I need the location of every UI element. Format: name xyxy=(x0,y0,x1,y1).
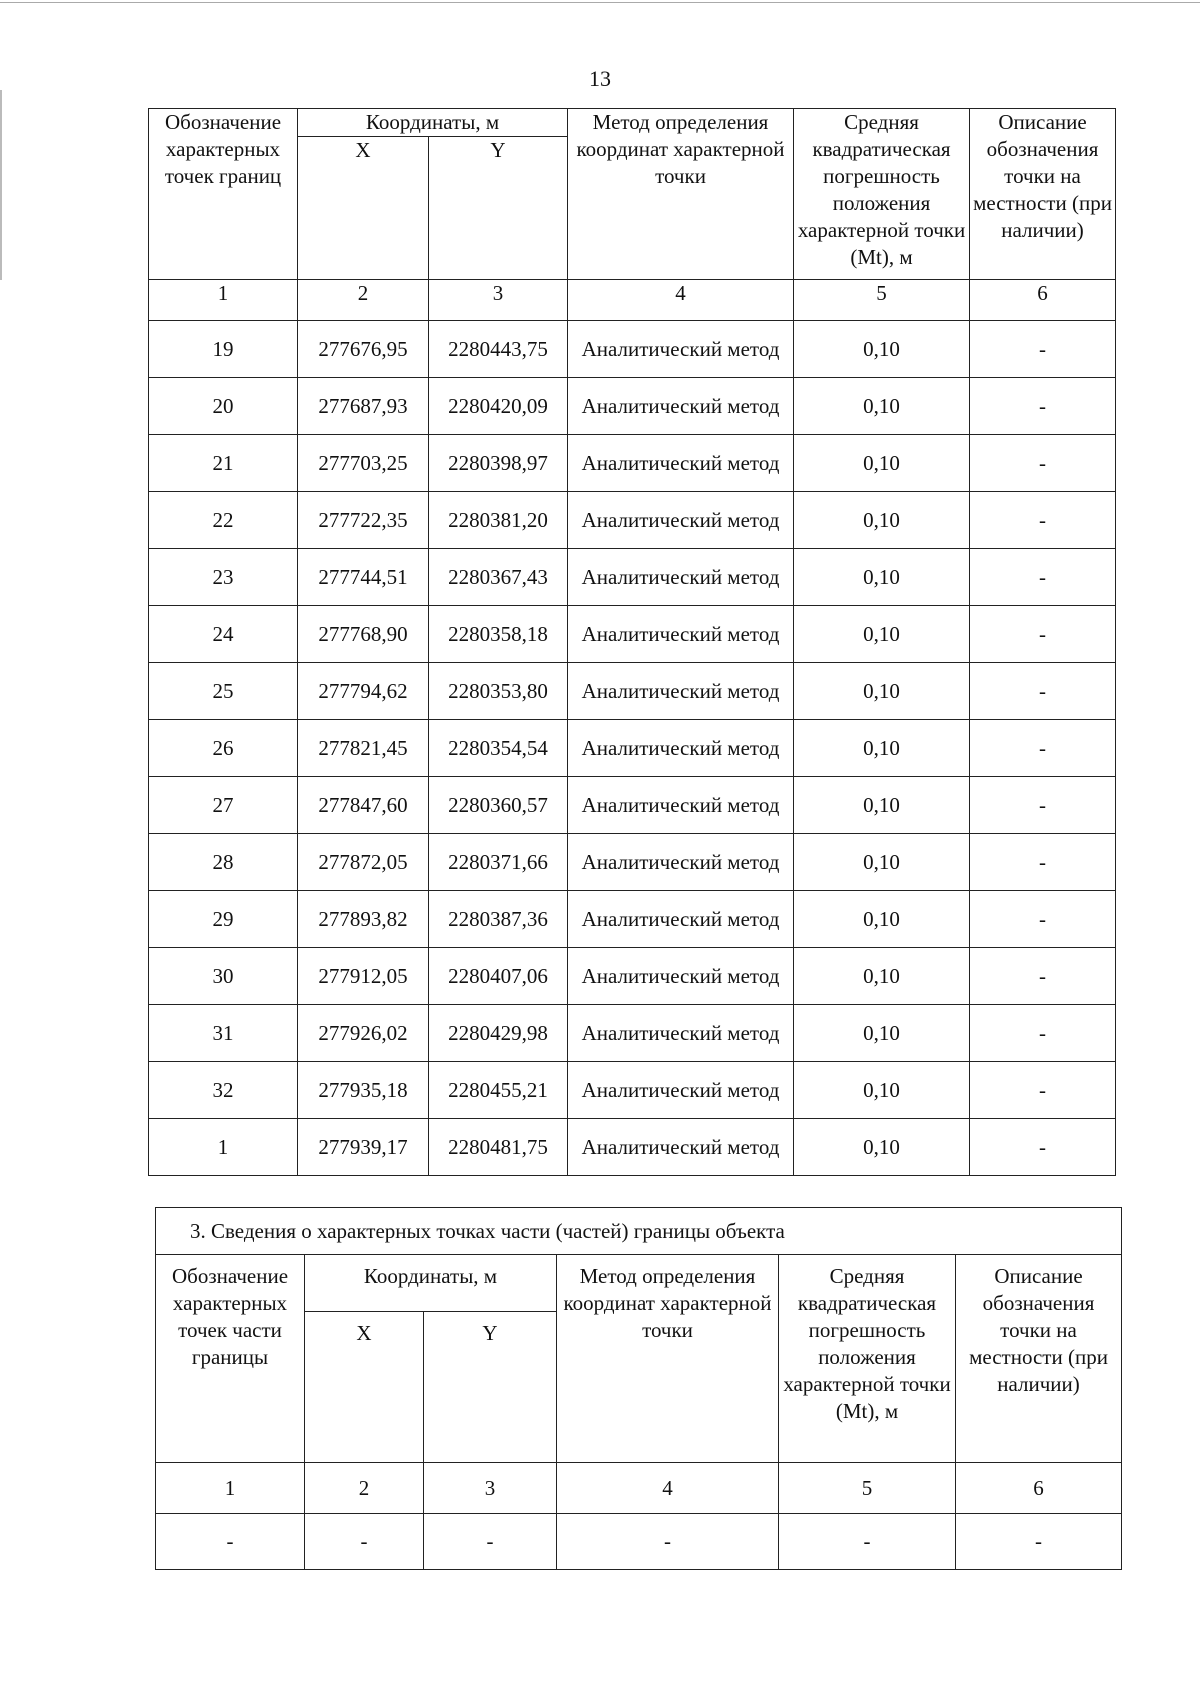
cell-point: 20 xyxy=(149,378,298,435)
cell-mean-error: 0,10 xyxy=(794,378,970,435)
table-row xyxy=(149,378,1116,435)
cell-point: 30 xyxy=(149,948,298,1005)
cell-x: 277939,17 xyxy=(298,1119,429,1176)
column-number: 2 xyxy=(298,280,429,321)
cell-method: - xyxy=(557,1514,779,1570)
cell-x: - xyxy=(305,1514,424,1570)
cell-mean-error: 0,10 xyxy=(794,606,970,663)
boundary-points-table xyxy=(148,108,1116,1176)
cell-mean-error: 0,10 xyxy=(794,720,970,777)
column-number: 4 xyxy=(568,280,794,321)
cell-description: - xyxy=(970,1062,1116,1119)
cell-description: - xyxy=(970,435,1116,492)
table-row xyxy=(149,492,1116,549)
header-coordinates: Координаты, м xyxy=(305,1255,557,1312)
cell-y: 2280353,80 xyxy=(429,663,568,720)
cell-method: Аналитический метод xyxy=(568,777,794,834)
cell-x: 277768,90 xyxy=(298,606,429,663)
header-mean-error: Средняя квадратическая погрешность положения характерной точки (Mt), м xyxy=(794,109,970,280)
column-number: 3 xyxy=(424,1463,557,1514)
cell-mean-error: 0,10 xyxy=(794,834,970,891)
cell-point: 28 xyxy=(149,834,298,891)
cell-description: - xyxy=(970,720,1116,777)
cell-mean-error: 0,10 xyxy=(794,948,970,1005)
cell-mean-error: 0,10 xyxy=(794,492,970,549)
table-row xyxy=(156,1514,1122,1570)
cell-x: 277794,62 xyxy=(298,663,429,720)
cell-description: - xyxy=(970,891,1116,948)
cell-method: Аналитический метод xyxy=(568,606,794,663)
cell-mean-error: 0,10 xyxy=(794,321,970,378)
cell-y: 2280360,57 xyxy=(429,777,568,834)
cell-y: - xyxy=(424,1514,557,1570)
table-row xyxy=(149,663,1116,720)
column-number: 6 xyxy=(956,1463,1122,1514)
cell-point: 1 xyxy=(149,1119,298,1176)
header-y: Y xyxy=(424,1312,557,1463)
header-point-designation: Обозначение характерных точек части границы xyxy=(156,1255,305,1463)
cell-y: 2280407,06 xyxy=(429,948,568,1005)
column-number: 1 xyxy=(156,1463,305,1514)
cell-x: 277722,35 xyxy=(298,492,429,549)
cell-y: 2280443,75 xyxy=(429,321,568,378)
header-x: X xyxy=(305,1312,424,1463)
cell-point: 32 xyxy=(149,1062,298,1119)
cell-y: 2280381,20 xyxy=(429,492,568,549)
cell-x: 277926,02 xyxy=(298,1005,429,1062)
cell-point: 22 xyxy=(149,492,298,549)
cell-y: 2280455,21 xyxy=(429,1062,568,1119)
cell-mean-error: 0,10 xyxy=(794,435,970,492)
scan-edge-line xyxy=(0,2,1200,3)
header-mean-error: Средняя квадратическая погрешность положения характерной точки (Mt), м xyxy=(779,1255,956,1463)
table-row xyxy=(149,777,1116,834)
cell-x: 277935,18 xyxy=(298,1062,429,1119)
cell-method: Аналитический метод xyxy=(568,549,794,606)
cell-description: - xyxy=(956,1514,1122,1570)
cell-point: 29 xyxy=(149,891,298,948)
cell-description: - xyxy=(970,834,1116,891)
cell-method: Аналитический метод xyxy=(568,1119,794,1176)
cell-mean-error: 0,10 xyxy=(794,891,970,948)
cell-x: 277821,45 xyxy=(298,720,429,777)
column-number: 6 xyxy=(970,280,1116,321)
cell-point: 21 xyxy=(149,435,298,492)
column-number: 5 xyxy=(794,280,970,321)
column-number: 4 xyxy=(557,1463,779,1514)
cell-description: - xyxy=(970,948,1116,1005)
column-number: 5 xyxy=(779,1463,956,1514)
cell-x: 277676,95 xyxy=(298,321,429,378)
cell-mean-error: 0,10 xyxy=(794,663,970,720)
cell-point: 25 xyxy=(149,663,298,720)
cell-description: - xyxy=(970,606,1116,663)
column-number: 3 xyxy=(429,280,568,321)
cell-x: 277872,05 xyxy=(298,834,429,891)
cell-y: 2280387,36 xyxy=(429,891,568,948)
cell-method: Аналитический метод xyxy=(568,834,794,891)
table-row xyxy=(149,321,1116,378)
cell-y: 2280481,75 xyxy=(429,1119,568,1176)
cell-point: 19 xyxy=(149,321,298,378)
cell-y: 2280398,97 xyxy=(429,435,568,492)
cell-x: 277847,60 xyxy=(298,777,429,834)
part-boundary-points-table xyxy=(155,1207,1122,1570)
cell-description: - xyxy=(970,378,1116,435)
header-coordinates: Координаты, м xyxy=(298,109,568,137)
cell-y: 2280354,54 xyxy=(429,720,568,777)
cell-y: 2280420,09 xyxy=(429,378,568,435)
cell-x: 277912,05 xyxy=(298,948,429,1005)
cell-point: 23 xyxy=(149,549,298,606)
cell-mean-error: 0,10 xyxy=(794,549,970,606)
table-row xyxy=(149,1062,1116,1119)
column-number: 2 xyxy=(305,1463,424,1514)
cell-method: Аналитический метод xyxy=(568,492,794,549)
header-method: Метод определения координат характерной точки xyxy=(557,1255,779,1463)
scan-binding-mark xyxy=(0,90,2,280)
cell-point: 31 xyxy=(149,1005,298,1062)
cell-y: 2280429,98 xyxy=(429,1005,568,1062)
header-y: Y xyxy=(429,137,568,280)
cell-mean-error: 0,10 xyxy=(794,1062,970,1119)
cell-mean-error: - xyxy=(779,1514,956,1570)
table-row xyxy=(149,1119,1116,1176)
section-title: 3. Сведения о характерных точках части (частей) границы объекта xyxy=(156,1208,1122,1255)
page-number: 13 xyxy=(589,66,611,91)
cell-method: Аналитический метод xyxy=(568,663,794,720)
table-row xyxy=(149,435,1116,492)
column-number: 1 xyxy=(149,280,298,321)
cell-mean-error: 0,10 xyxy=(794,1005,970,1062)
cell-point: 27 xyxy=(149,777,298,834)
cell-y: 2280367,43 xyxy=(429,549,568,606)
header-x: X xyxy=(298,137,429,280)
cell-method: Аналитический метод xyxy=(568,321,794,378)
cell-y: 2280371,66 xyxy=(429,834,568,891)
header-description: Описание обозначения точки на местности (при наличии) xyxy=(956,1255,1122,1463)
cell-method: Аналитический метод xyxy=(568,378,794,435)
table-row xyxy=(149,720,1116,777)
cell-mean-error: 0,10 xyxy=(794,1119,970,1176)
cell-method: Аналитический метод xyxy=(568,1062,794,1119)
cell-description: - xyxy=(970,492,1116,549)
cell-description: - xyxy=(970,777,1116,834)
cell-x: 277744,51 xyxy=(298,549,429,606)
header-method: Метод определения координат характерной точки xyxy=(568,109,794,280)
cell-x: 277687,93 xyxy=(298,378,429,435)
cell-method: Аналитический метод xyxy=(568,1005,794,1062)
cell-mean-error: 0,10 xyxy=(794,777,970,834)
cell-description: - xyxy=(970,1005,1116,1062)
table-row xyxy=(149,549,1116,606)
header-description: Описание обозначения точки на местности (при наличии) xyxy=(970,109,1116,280)
cell-y: 2280358,18 xyxy=(429,606,568,663)
cell-point: - xyxy=(156,1514,305,1570)
cell-point: 26 xyxy=(149,720,298,777)
cell-description: - xyxy=(970,549,1116,606)
cell-x: 277703,25 xyxy=(298,435,429,492)
cell-method: Аналитический метод xyxy=(568,435,794,492)
cell-x: 277893,82 xyxy=(298,891,429,948)
cell-point: 24 xyxy=(149,606,298,663)
cell-method: Аналитический метод xyxy=(568,891,794,948)
cell-description: - xyxy=(970,663,1116,720)
header-point-designation: Обозначение характерных точек границ xyxy=(149,109,298,280)
table-row xyxy=(149,834,1116,891)
table-row xyxy=(149,606,1116,663)
cell-method: Аналитический метод xyxy=(568,720,794,777)
cell-method: Аналитический метод xyxy=(568,948,794,1005)
table-row xyxy=(149,891,1116,948)
cell-description: - xyxy=(970,1119,1116,1176)
table-row xyxy=(149,948,1116,1005)
cell-description: - xyxy=(970,321,1116,378)
table-row xyxy=(149,1005,1116,1062)
